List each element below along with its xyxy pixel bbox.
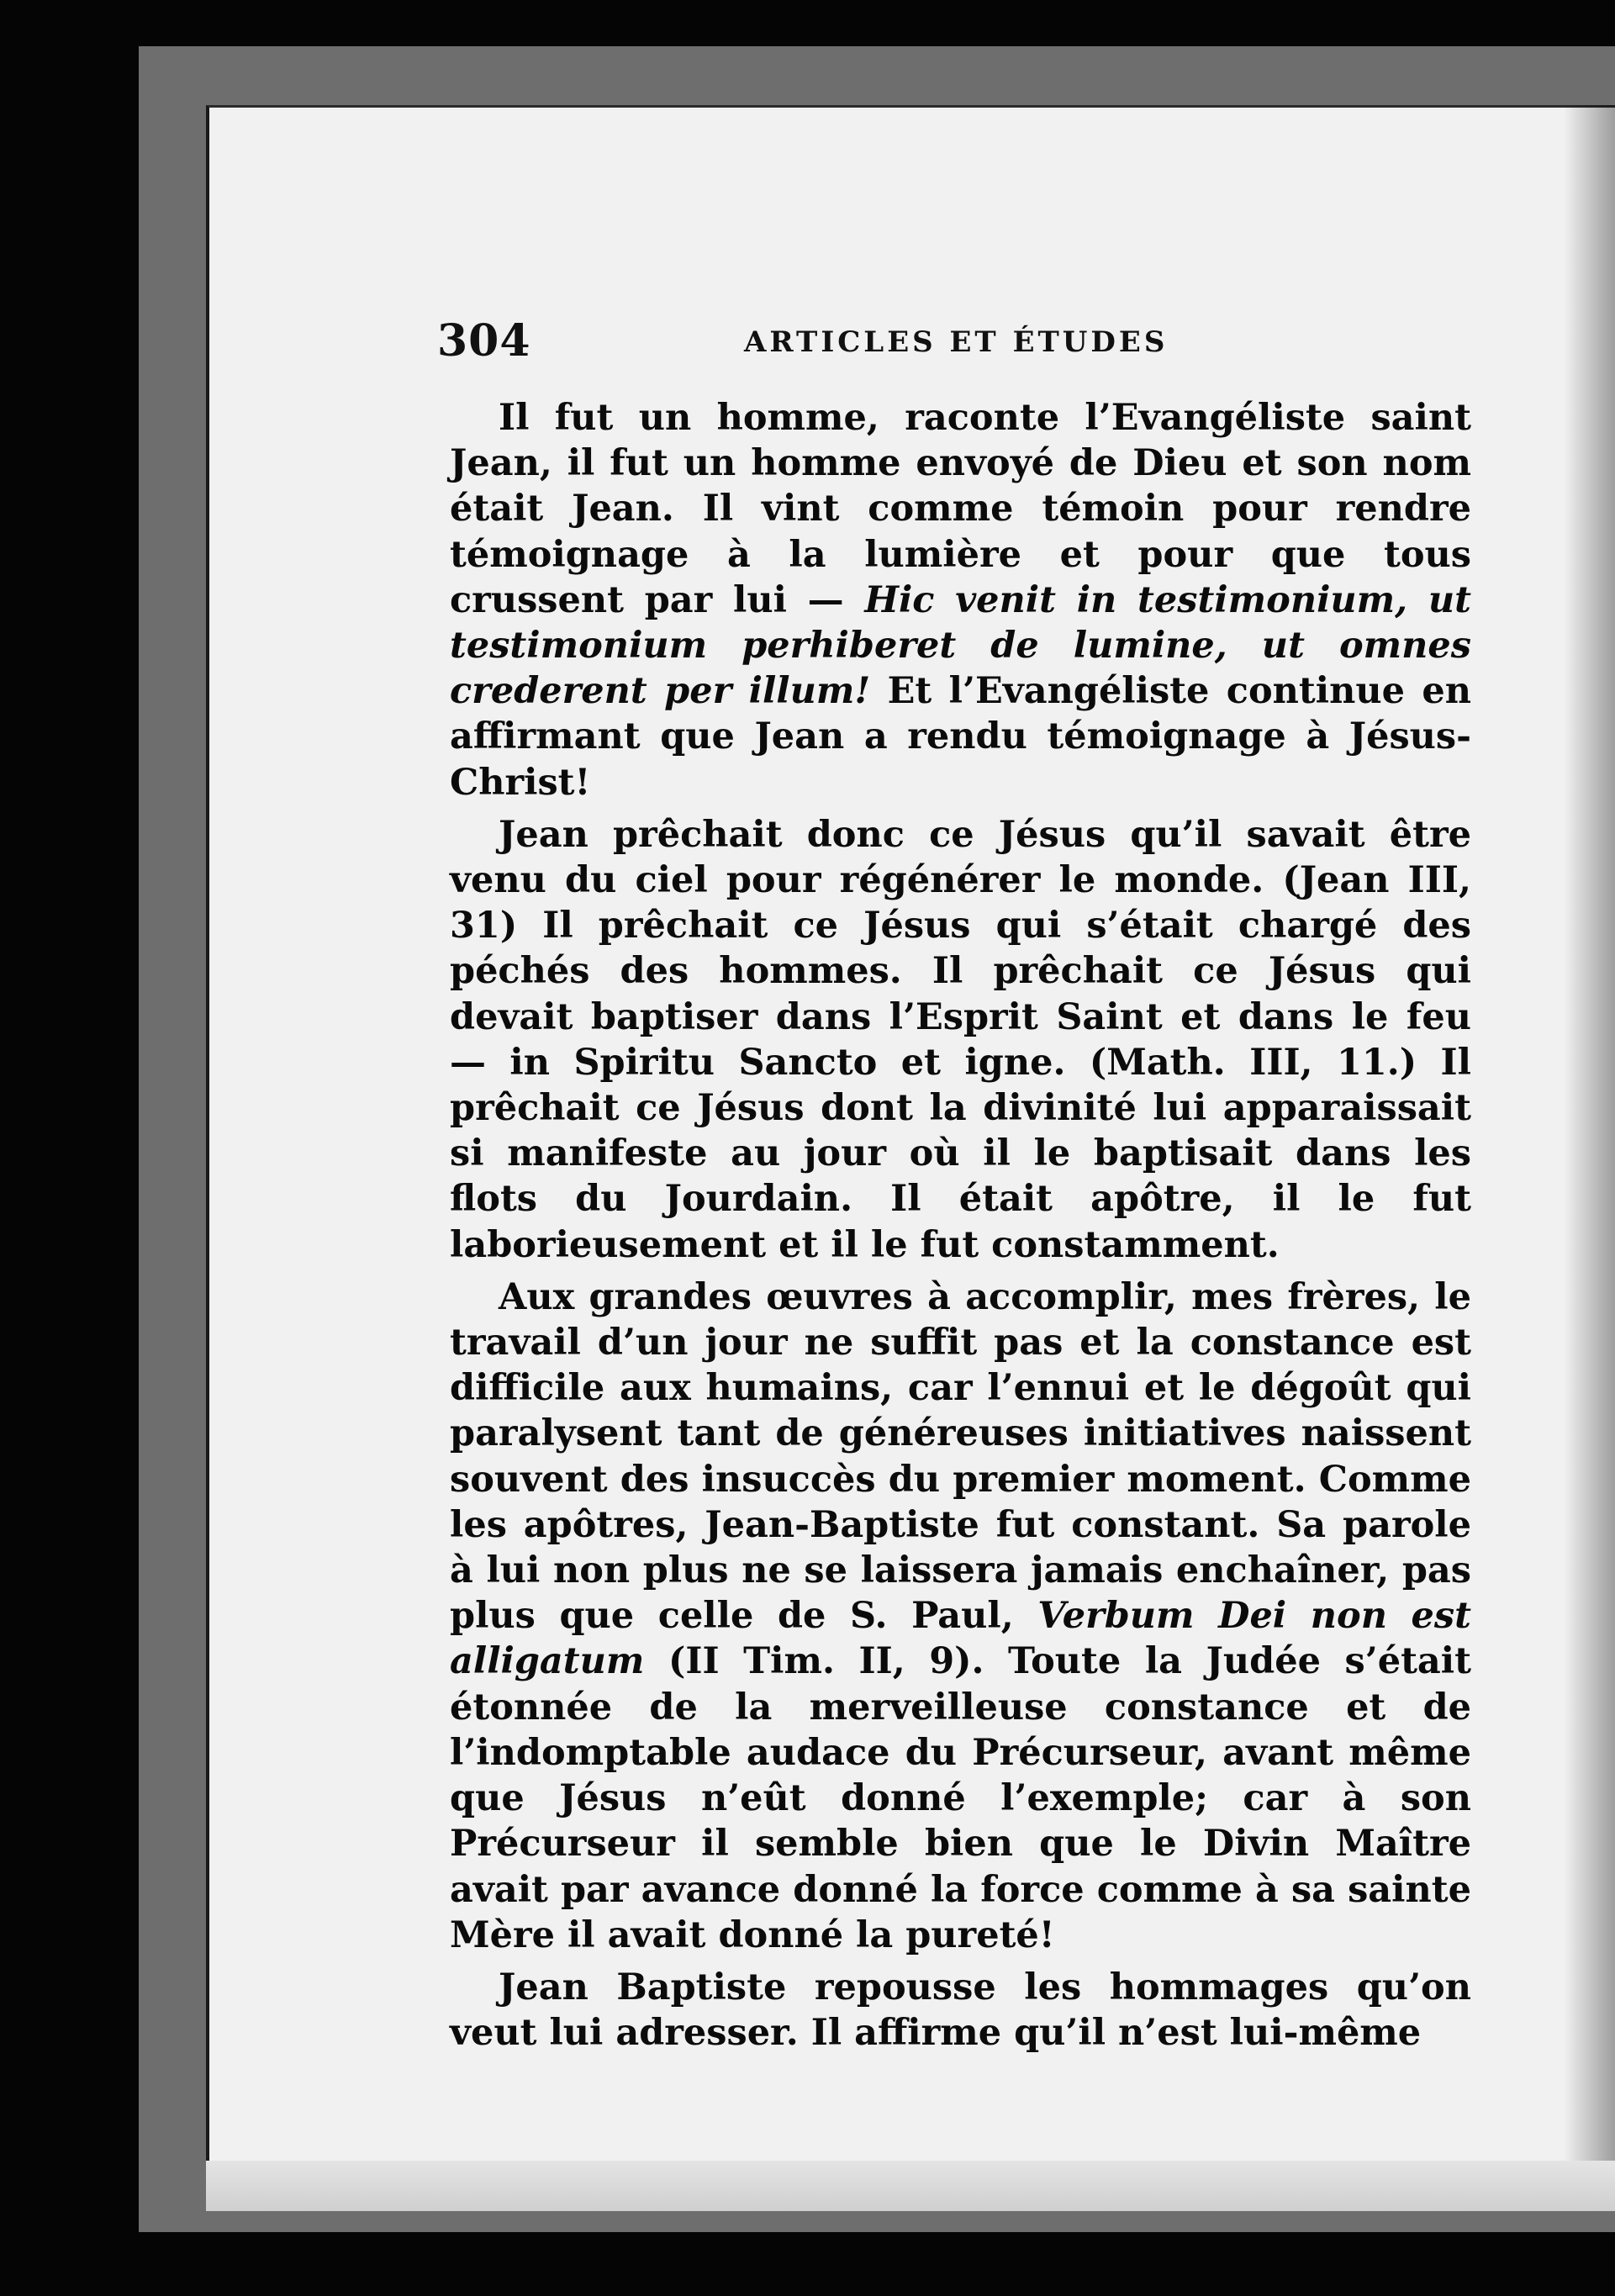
paragraph-4	[450, 1965, 1471, 2056]
page-number: 304	[437, 315, 531, 367]
paragraph-1-text-a: Il fut un homme, raconte l’Evangéliste saint Jean, il fut un homme envoyé de Dieu et son nom était Jean. Il vint comme témoin pour rendre témoignage à la lumière et pour que tous crussent par lui —	[450, 397, 1471, 621]
paragraph-1	[450, 395, 1471, 805]
paragraph-1-latin-quote: Hic venit in testimonium, ut testimonium perhiberet de lumine, ut omnes crederent per illum!	[450, 578, 1471, 713]
page-bottom-shade	[206, 2161, 1615, 2211]
paragraph-3	[450, 1275, 1471, 1958]
paragraph-3-text-b: (II Tim. II, 9). Toute la Judée s’était étonnée de la merveilleuse constance et de l’indomptable audace du Précurseur, avant même que Jésus n’eût donné l’exemple; car à son Précurseur il semble bien que le Divin Maître avait par avance donné la force comme à sa sainte Mère il avait donné la pureté!	[450, 1640, 1471, 1956]
paragraph-2-text: Jean prêchait donc ce Jésus qu’il savait être venu du ciel pour régénérer le monde. (Jean III, 31) Il prêchait ce Jésus qui s’était chargé des péchés des hommes. Il prêchait ce Jésus qui devait baptiser dans l’Esprit Saint et dans le feu — in Spiritu Sancto et igne. (Math. III, 11.) Il prêchait ce Jésus dont la divinité lui apparaissait si manifeste au jour où il le baptisait dans les flots du Jourdain. Il était apôtre, il le fut laborieusement et il le fut constamment.	[450, 813, 1471, 1266]
running-head: ARTICLES ET ÉTUDES	[744, 325, 1169, 359]
paragraph-1-text-b: Et l’Evangéliste continue en affirmant que Jean a rendu témoignage à Jésus-Christ!	[450, 670, 1472, 804]
paragraph-2	[450, 812, 1471, 1268]
paragraph-3-latin-quote: Verbum Dei non est alligatum	[450, 1595, 1471, 1683]
paragraph-3-text-a: Aux grandes œuvres à accomplir, mes frères, le travail d’un jour ne suffit pas et la constance est difficile aux humains, car l’ennui et le dégoût qui paralysent tant de généreuses initiatives naissent souvent des insuccès du premier moment. Comme les apôtres, Jean-Baptiste fut constant. Sa parole à lui non plus ne se laissera jamais enchaîner, pas plus que celle de S. Paul,	[450, 1275, 1471, 1638]
page-shadow	[1564, 105, 1615, 2207]
paragraph-4-text: Jean Baptiste repousse les hommages qu’on veut lui adresser. Il affirme qu’il n’est lui-même	[450, 1966, 1471, 2055]
page-header	[437, 315, 1169, 374]
body-text	[450, 395, 1471, 2056]
